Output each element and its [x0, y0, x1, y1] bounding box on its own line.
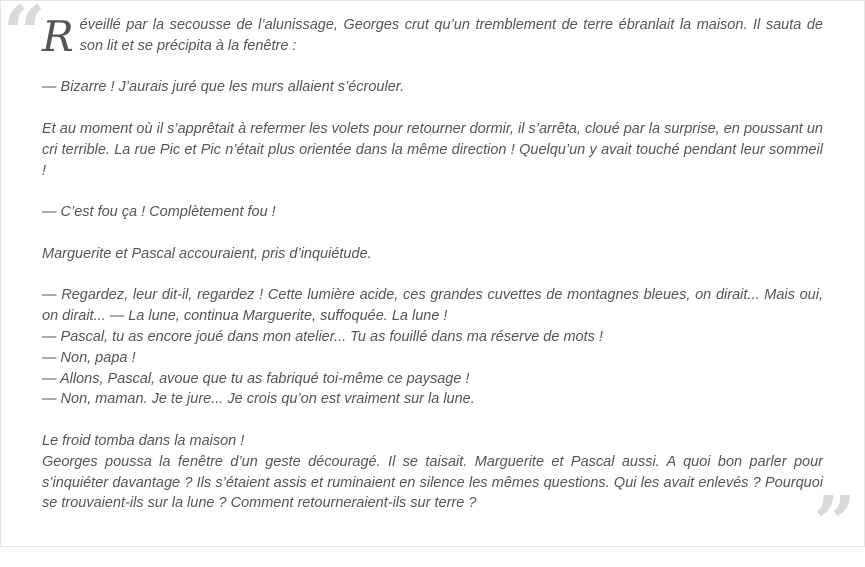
- open-quote-icon: “: [3, 0, 46, 77]
- ending-line: Le froid tomba dans la maison !: [42, 432, 245, 449]
- paragraph-gap: [42, 57, 823, 78]
- opening-paragraph: [42, 12, 823, 61]
- paragraph-surprise: Et au moment où il s’apprêtait à refermer les volets pour retourner dormir, il s’arrêta, cloué par la surprise, en poussant un cri terrible. La rue Pic et Pic n’était plus orientée dans la même direction ! Quelqu’un y avait touché pendant leur sommeil !: [42, 120, 823, 179]
- paragraph-fou: — C’est fou ça ! Complètement fou !: [42, 204, 276, 221]
- paragraph-gap: [42, 410, 823, 431]
- dialogue-line: — Allons, Pascal, avoue que tu as fabriqué toi-même ce paysage !: [42, 370, 470, 387]
- paragraph-gap: [42, 98, 823, 119]
- close-quote-icon: ”: [813, 481, 856, 567]
- drop-cap: R: [42, 12, 74, 61]
- ending-paragraph: Georges poussa la fenêtre d’un geste découragé. Il se taisait. Marguerite et Pascal aussi. A quoi bon parler pour s’inquiéter davantage ? Ils s’étaient assis et ruminaient en silence les mêmes questions. Qui les avait enlevés ? Pourquoi se trouvaient-ils sur la lune ? Comment retourneraient-ils sur terre ?: [42, 453, 823, 512]
- dialogue-line: — Non, maman. Je te jure... Je crois qu’on est vraiment sur la lune.: [42, 391, 475, 408]
- paragraph-gap: [42, 265, 823, 286]
- opening-paragraph-text: éveillé par la secousse de l’alunissage, Georges crut qu’un tremblement de terre ébranlait la maison. Il sauta de son lit et se précipita à la fenêtre :: [79, 17, 823, 54]
- paragraph-gap: [42, 223, 823, 244]
- dialogue-line: — Pascal, tu as encore joué dans mon atelier... Tu as fouillé dans ma réserve de mots !: [42, 328, 603, 345]
- story-passage: [42, 12, 823, 514]
- paragraph-gap: [42, 181, 823, 202]
- paragraph-bizarre: — Bizarre ! J’aurais juré que les murs allaient s’écrouler.: [42, 79, 405, 96]
- dialogue-line: — Non, papa !: [42, 349, 136, 366]
- paragraph-arrival: Marguerite et Pascal accouraient, pris d’inquiétude.: [42, 245, 372, 262]
- dialogue-line: — Regardez, leur dit-il, regardez ! Cette lumière acide, ces grandes cuvettes de montagnes bleues, on dirait... Mais oui, on dirait... — La lune, continua Marguerite, suffoquée. La lune !: [42, 287, 823, 325]
